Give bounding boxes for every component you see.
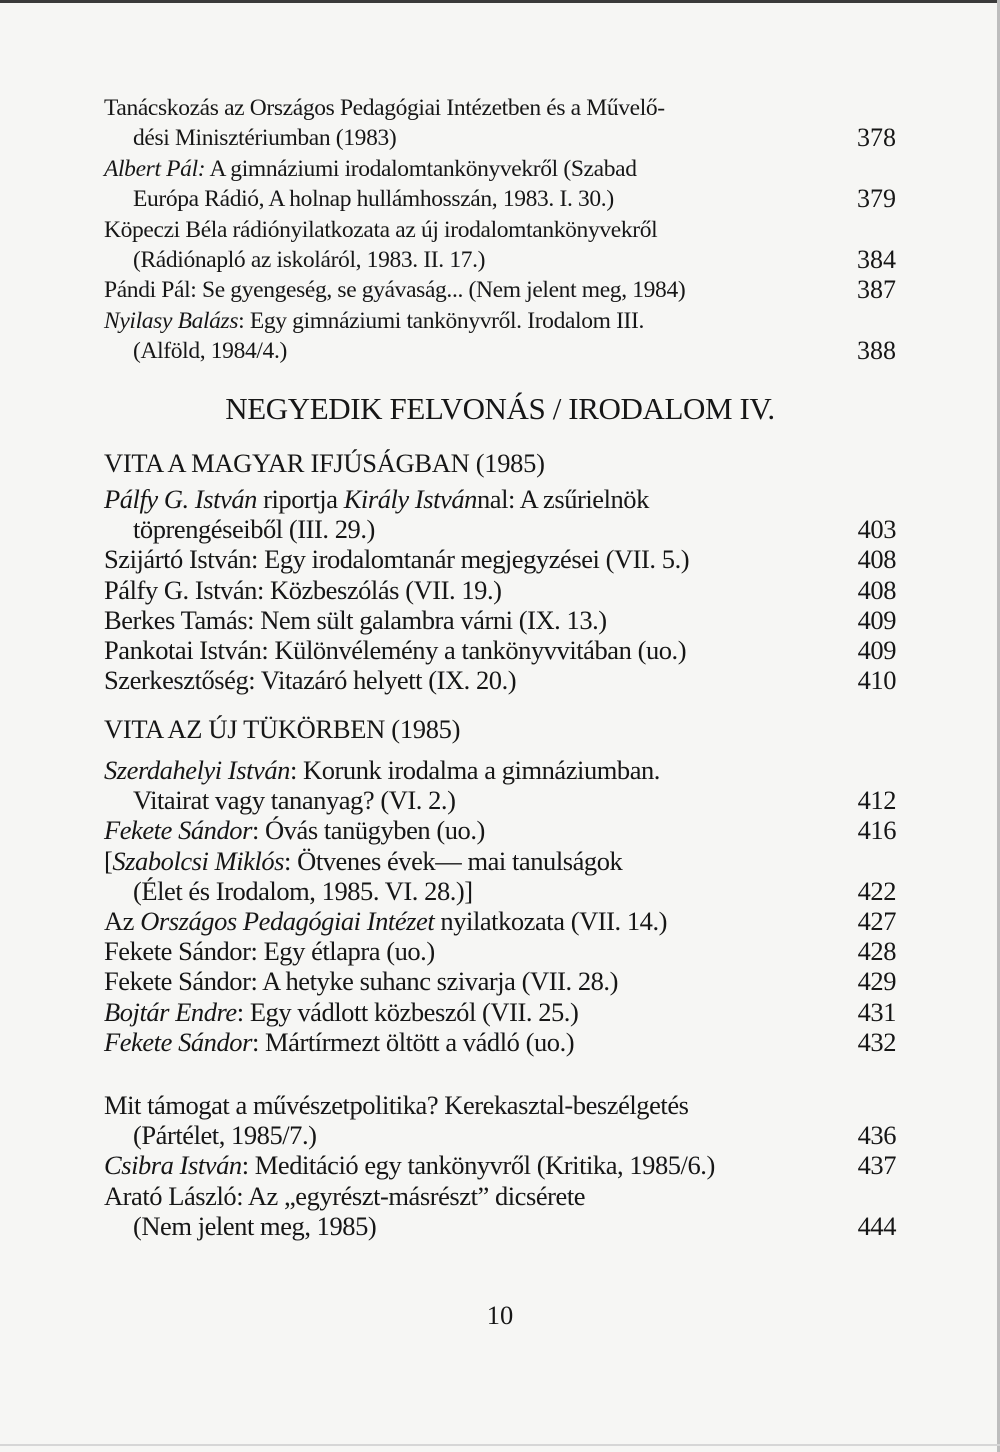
toc-page-number: 422 bbox=[857, 875, 896, 906]
author-name: Nyilasy Balázs bbox=[104, 307, 239, 334]
entry-text: : Óvás tanügyben (uo.) bbox=[251, 815, 485, 846]
toc-section-uj-tukor bbox=[104, 755, 896, 1057]
toc-entry-title-continued bbox=[104, 123, 896, 153]
toc-entry-title bbox=[104, 215, 896, 245]
page-number: 10 bbox=[486, 1300, 514, 1330]
toc-entry-title bbox=[104, 846, 896, 876]
toc-entry-title bbox=[104, 755, 896, 785]
entry-text: Fekete Sándor: Egy étlapra (uo.) bbox=[104, 936, 435, 967]
toc-entry-title bbox=[104, 605, 896, 635]
entry-text: (Alföld, 1984/4.) bbox=[133, 338, 287, 365]
toc-entry-title bbox=[104, 484, 896, 514]
toc-entry bbox=[104, 484, 896, 544]
toc-entry-title bbox=[104, 275, 896, 305]
author-name: Szabolcsi Miklós bbox=[112, 845, 285, 876]
entry-text: Az bbox=[104, 906, 141, 937]
toc-entry-title-continued bbox=[104, 245, 896, 275]
toc-entry bbox=[104, 544, 896, 574]
toc-entry-title bbox=[104, 906, 896, 936]
toc-entry-title bbox=[104, 575, 896, 605]
author-name: Fekete Sándor bbox=[104, 1026, 252, 1057]
toc-entry bbox=[104, 1181, 896, 1241]
toc-page-number: 410 bbox=[857, 665, 896, 696]
toc-page-number: 379 bbox=[857, 184, 896, 214]
entry-text: dési Minisztériumban (1983) bbox=[133, 125, 397, 152]
toc-page-number: 378 bbox=[857, 123, 896, 153]
toc-entry-title bbox=[104, 1090, 896, 1120]
entry-text: : Meditáció egy tankönyvről (Kritika, 1985/6.) bbox=[241, 1150, 715, 1181]
author-name: Csibra István bbox=[104, 1150, 242, 1181]
toc-entry bbox=[104, 1090, 896, 1150]
author-name: Országos Pedagógiai Intézet bbox=[140, 906, 435, 937]
entry-text: (Nem jelent meg, 1985) bbox=[133, 1210, 377, 1241]
entry-text: Szijártó István: Egy irodalomtanár megjegyzései (VII. 5.) bbox=[104, 544, 690, 575]
toc-entry-title-continued bbox=[104, 1120, 896, 1150]
toc-entry bbox=[104, 966, 896, 996]
entry-text: Tanácskozás az Országos Pedagógiai Intézetben és a Művelő- bbox=[104, 95, 665, 121]
entry-text: Szerkesztőség: Vitazáró helyett (IX. 20.) bbox=[104, 665, 517, 696]
toc-page-number: 444 bbox=[857, 1210, 896, 1241]
toc-page-number: 388 bbox=[857, 336, 896, 366]
toc-entry bbox=[104, 306, 896, 367]
toc-page-number: 387 bbox=[857, 275, 896, 305]
entry-text: (Rádiónapló az iskoláról, 1983. II. 17.) bbox=[133, 247, 486, 274]
toc-entry-title bbox=[104, 815, 896, 845]
toc-page-number: 409 bbox=[857, 635, 896, 666]
toc-entry-title bbox=[104, 154, 896, 184]
toc-page-number: 427 bbox=[857, 906, 896, 937]
toc-page-number: 428 bbox=[857, 936, 896, 967]
toc-entry-title bbox=[104, 1027, 896, 1057]
toc-entry bbox=[104, 154, 896, 215]
toc-page-number: 408 bbox=[857, 544, 896, 575]
toc-entry-title bbox=[104, 635, 896, 665]
toc-entry-title bbox=[104, 936, 896, 966]
entry-text: (Élet és Irodalom, 1985. VI. 28.)] bbox=[133, 875, 473, 906]
entry-text: : Mártírmezt öltött a vádló (uo.) bbox=[251, 1026, 575, 1057]
toc-entry bbox=[104, 93, 896, 154]
entry-text: Európa Rádió, A holnap hullámhosszán, 1983. I. 30.) bbox=[133, 186, 614, 213]
toc-entry bbox=[104, 815, 896, 845]
toc-page-number: 431 bbox=[857, 996, 896, 1027]
author-name: Bojtár Endre bbox=[104, 996, 237, 1027]
author-name: Pálfy G. István bbox=[104, 484, 257, 514]
entry-text: Pankotai István: Különvélemény a tankönyvvitában (uo.) bbox=[104, 635, 687, 666]
entry-text: Fekete Sándor: A hetyke suhanc szivarja (VII. 28.) bbox=[104, 966, 618, 997]
toc-entry bbox=[104, 665, 896, 695]
toc-entry-title bbox=[104, 544, 896, 574]
toc-entry bbox=[104, 215, 896, 276]
entry-text: riportja bbox=[256, 484, 344, 514]
entry-text: Köpeczi Béla rádiónyilatkozata az új irodalomtankönyvekről bbox=[104, 216, 658, 243]
toc-page-number: 429 bbox=[857, 966, 896, 997]
toc-page-number: 408 bbox=[857, 574, 896, 605]
toc-entry-title-continued bbox=[104, 876, 896, 906]
toc-entry bbox=[104, 635, 896, 665]
toc-section-magyar-ifjusag bbox=[104, 484, 896, 695]
toc-entry bbox=[104, 755, 896, 815]
entry-text: nyilatkozata (VII. 14.) bbox=[434, 906, 668, 937]
toc-entry bbox=[104, 275, 896, 305]
entry-text: töprengéseiből (III. 29.) bbox=[133, 514, 375, 545]
toc-page-number: 384 bbox=[857, 245, 896, 275]
toc-entry-title bbox=[104, 665, 896, 695]
entry-text: (Pártélet, 1985/7.) bbox=[133, 1120, 317, 1151]
entry-text: [ bbox=[104, 845, 113, 876]
toc-entry-title-continued bbox=[104, 1211, 896, 1241]
toc-entry bbox=[104, 997, 896, 1027]
toc-entry-title-continued bbox=[104, 514, 896, 544]
toc-entry bbox=[104, 605, 896, 635]
toc-entry bbox=[104, 1150, 896, 1180]
toc-page-number: 403 bbox=[857, 514, 896, 545]
author-name: Király István bbox=[343, 484, 477, 514]
part-heading: NEGYEDIK FELVONÁS / IRODALOM IV. bbox=[225, 391, 775, 426]
scan-edge-bottom bbox=[0, 1444, 1000, 1446]
toc-page-number: 409 bbox=[857, 604, 896, 635]
toc-entry bbox=[104, 846, 896, 906]
toc-entry-title-continued bbox=[104, 785, 896, 815]
entry-text: : Korunk irodalma a gimnáziumban. bbox=[289, 755, 660, 785]
entry-text: Pálfy G. István: Közbeszólás (VII. 19.) bbox=[104, 574, 502, 605]
entry-text: Arató László: Az „egyrészt-másrészt” dicsérete bbox=[104, 1180, 586, 1211]
toc-entry bbox=[104, 936, 896, 966]
toc-entry bbox=[104, 575, 896, 605]
toc-section-part3-end bbox=[104, 93, 896, 367]
toc-entry-title bbox=[104, 1181, 896, 1211]
scan-edge-top bbox=[0, 0, 1000, 3]
author-name: Szerdahelyi István bbox=[104, 755, 290, 785]
entry-text: A gimnáziumi irodalomtankönyvekről (Szabad bbox=[205, 155, 637, 182]
toc-entry bbox=[104, 906, 896, 936]
toc-entry bbox=[104, 1027, 896, 1057]
entry-text: : Ötvenes évek— mai tanulságok bbox=[284, 845, 623, 876]
toc-page-number: 437 bbox=[857, 1150, 896, 1181]
author-name: Fekete Sándor bbox=[104, 815, 252, 846]
toc-entry-title bbox=[104, 1150, 896, 1180]
toc-entry-title bbox=[104, 306, 896, 336]
toc-entry-title bbox=[104, 966, 896, 996]
entry-text: Vitairat vagy tananyag? (VI. 2.) bbox=[133, 785, 456, 816]
entry-text: Pándi Pál: Se gyengeség, se gyávaság... (Nem jelent meg, 1984) bbox=[104, 277, 686, 304]
toc-section-other bbox=[104, 1090, 896, 1241]
entry-text: Mit támogat a művészetpolitika? Kerekasztal-beszélgetés bbox=[104, 1090, 689, 1120]
entry-text: : Egy vádlott közbeszól (VII. 25.) bbox=[236, 996, 579, 1027]
toc-page-number: 436 bbox=[857, 1120, 896, 1151]
toc-entry-title-continued bbox=[104, 336, 896, 366]
toc-entry-title bbox=[104, 93, 896, 123]
subsection-heading-uj-tukor: VITA AZ ÚJ TÜKÖRBEN (1985) bbox=[104, 714, 461, 744]
toc-entry-title bbox=[104, 997, 896, 1027]
entry-text: : Egy gimnáziumi tankönyvről. Irodalom III. bbox=[238, 307, 645, 334]
author-name: Albert Pál: bbox=[104, 155, 206, 182]
toc-page-number: 416 bbox=[857, 815, 896, 846]
toc-entry-title-continued bbox=[104, 184, 896, 214]
entry-text: nal: A zsűrielnök bbox=[476, 484, 649, 514]
subsection-heading-magyar-ifjusag: VITA A MAGYAR IFJÚSÁGBAN (1985) bbox=[104, 448, 545, 478]
entry-text: Berkes Tamás: Nem sült galambra várni (IX. 13.) bbox=[104, 604, 607, 635]
toc-page-number: 412 bbox=[857, 785, 896, 816]
toc-page-number: 432 bbox=[857, 1026, 896, 1057]
